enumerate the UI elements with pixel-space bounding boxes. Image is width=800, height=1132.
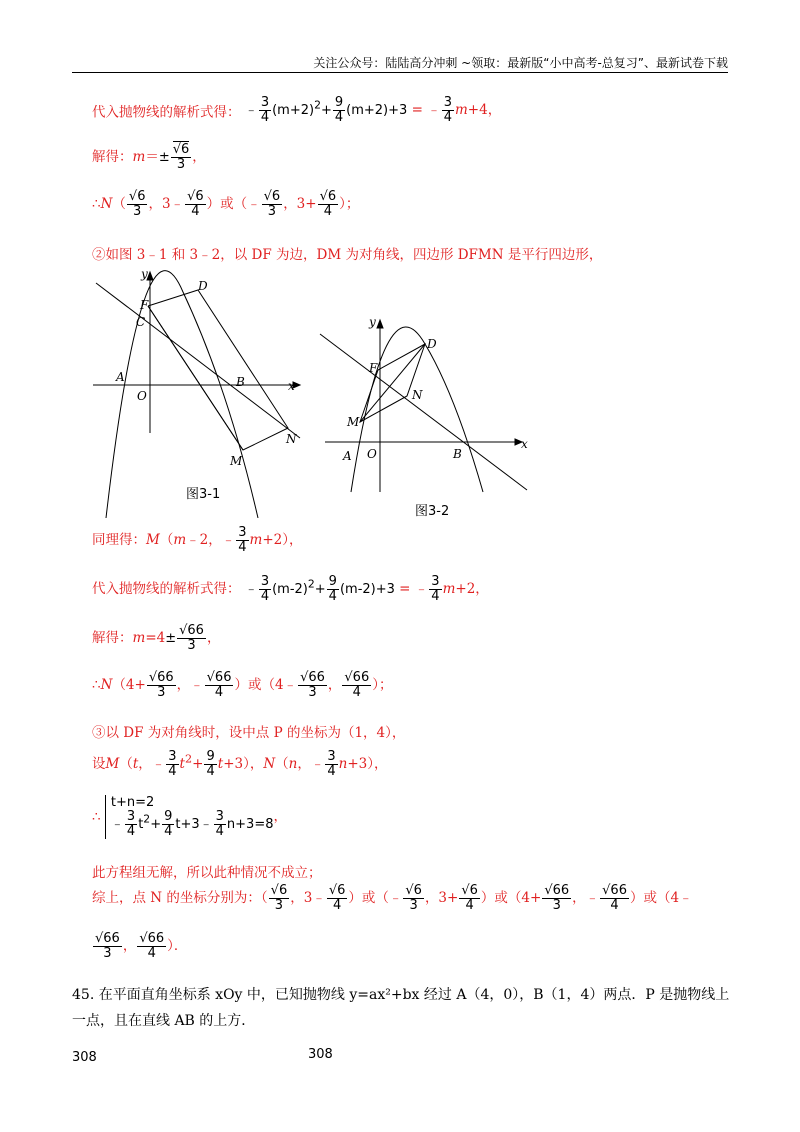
equation-system: t+n=2 ﹣ $\frac{3}{4}$ $t^2+$ $\frac{9}{4}$ t+3﹣ $\frac{3}{4}$ n+3=8 [105,795,274,839]
line-label: 综上，点 N 的坐标分别为： [92,890,261,906]
solution-line-12: 此方程组无解，所以此种情况不成立； [92,865,322,881]
label-x: x [521,437,528,451]
solution-line-14: $\frac{√66}{3}$ ， $\frac{√66}{4}$ ）． [95,931,188,961]
solution-line-1: 代入抛物线的解析式得： ﹣ $\frac{3}{4}$ $(m+2)^2+$ $\frac{9}{4}$ (m+2)+3 = ﹣ $\frac{3}{4}$ m+4， [92,95,502,125]
line-label: 代入抛物线的解析式得： [92,104,241,121]
problem-45 [72,982,732,1034]
line-label: 解得： [92,149,133,165]
solution-line-7: 解得：m=4± $\frac{√66}{3}$ ， [92,623,221,653]
solution-line-6: 代入抛物线的解析式得： ﹣ $\frac{3}{4}$ $(m-2)^2+$ $\frac{9}{4}$ (m-2)+3 = ﹣ $\frac{3}{4}$ m+2， [92,574,489,604]
solution-line-10: 设M（t，﹣ $\frac{3}{4}$ $t^2+$ $\frac{9}{4}$ t+3），N（n，﹣ $\frac{3}{4}$ n+3）， [92,749,388,779]
figure-3-2-caption: 图3-2 [415,504,450,519]
page-number-center: 308 [308,1047,333,1062]
line-bc [96,283,300,438]
solution-line-8: ∴N（4+ $\frac{√66}{3}$ ，﹣ $\frac{√66}{4}$ ）或（4﹣ $\frac{√66}{3}$ ， $\frac{√66}{4}$ ）； [92,670,393,700]
label-f: F [369,361,378,375]
label-m: M [230,454,243,468]
label-y: y [369,315,376,329]
label-b: B [236,375,245,389]
solution-line-2: 解得：m＝± $\frac{√6}{3}$ ， [92,142,206,172]
y-axis-arrow [377,320,383,328]
diagonal-dm [148,306,243,450]
y-axis-arrow [147,272,153,280]
problem-text: 在平面直角坐标系 xOy 中，已知抛物线 y=ax²+bx 经过 A（4，0），B（1，4）两点．P 是抛物线上一点，且在直线 AB 的上方． [72,987,730,1029]
problem-number: 45. [72,987,95,1003]
figure-3-1 [88,268,310,518]
label-b: B [453,447,462,461]
label-d: D [427,337,437,351]
label-y: y [141,268,148,281]
solution-line-4: ②如图 3﹣1 和 3﹣2，以 DF 为边，DM 为对角线，四边形 DFMN 是平行四边形， [92,247,603,263]
label-a: A [343,449,352,463]
line-label: ∴ [92,677,101,693]
page-number-left: 308 [72,1050,97,1065]
figure-3-2 [315,314,535,494]
line-label: 同理得： [92,532,146,548]
solution-line-3: ∴N（ $\frac{√6}{3}$ ，3﹣ $\frac{√6}{4}$ ）或（﹣ $\frac{√6}{3}$ ，3+ $\frac{√6}{4}$ ）； [92,189,360,219]
label-f: F [140,298,149,312]
solution-line-13: 综上，点 N 的坐标分别为：（ $\frac{√6}{3}$ ，3﹣ $\frac{√6}{4}$ ）或（﹣ $\frac{√6}{3}$ ，3+ $\frac{√6}{4}$ ）或（4+ $\frac{√66}{3}$ ，﹣ $\frac{√66}{4}$ ）或（4﹣ [92,883,693,913]
solution-line-11: ∴ t+n=2 ﹣ $\frac{3}{4}$ $t^2+$ $\frac{9}{4}$ t+3﹣ $\frac{3}{4}$ n+3=8 ， [92,795,287,839]
label-m: M [347,415,360,429]
line-label: ∴ [92,809,101,825]
header-rule [72,72,728,73]
line-label: 代入抛物线的解析式得： [92,581,241,597]
line-label: ∴ [92,196,101,212]
page-header: 关注公众号：陆陆高分冲刺 ~领取：最新版“小中高考-总复习”、最新试卷下载 [313,56,728,70]
figure-3-1-caption: 图3-1 [186,487,221,502]
parallelogram-dfmn [148,290,288,450]
label-n: N [412,388,423,402]
label-o: O [137,389,147,403]
diagonal-dm [360,344,425,422]
line-label: 解得： [92,630,133,646]
label-n: N [286,432,297,446]
label-d: D [198,279,208,293]
solution-line-9: ③以 DF 为对角线时，设中点 P 的坐标为（1，4）， [92,725,406,741]
label-x: x [288,379,295,393]
line-label: 设 [92,756,106,772]
label-c: C [136,315,146,329]
label-a: A [116,370,125,384]
solution-line-5: 同理得：M（m﹣2，﹣ $\frac{3}{4}$ m+2）， [92,525,303,555]
label-o: O [367,447,377,461]
line-bc [320,334,527,490]
